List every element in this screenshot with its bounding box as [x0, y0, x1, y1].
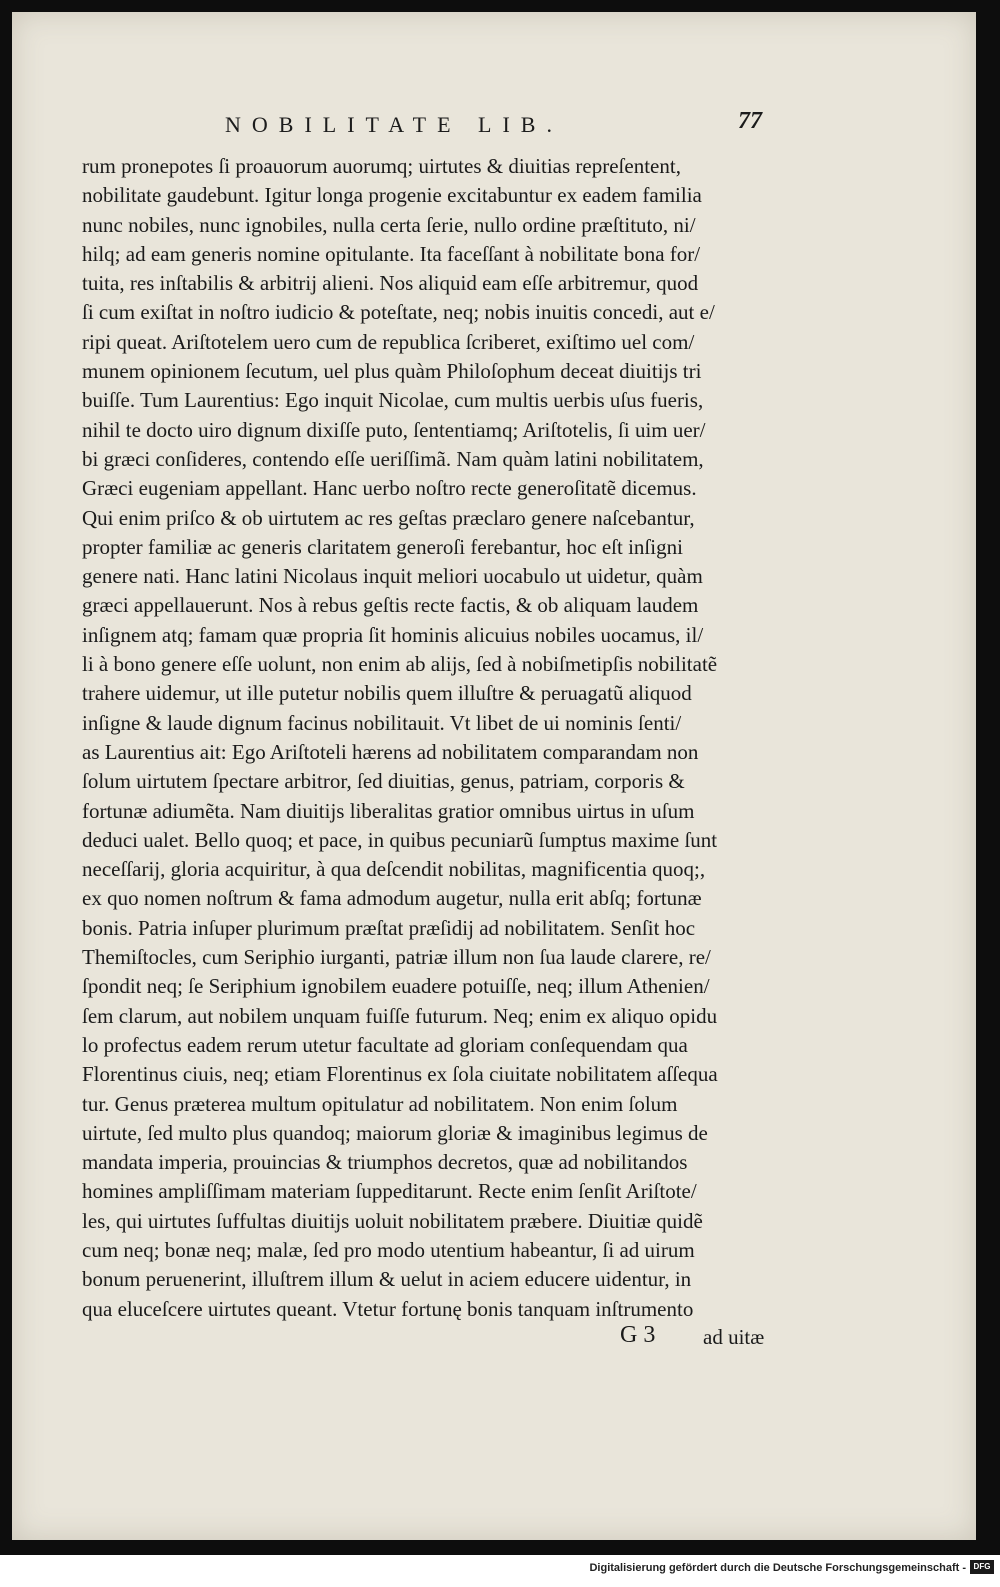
running-head: NOBILITATE LIB.: [225, 112, 563, 137]
text-line: Græci eugeniam appellant. Hanc uerbo noſtro recte generoſitatẽ dicemus.: [82, 476, 697, 501]
dfg-logo-icon: DFG: [970, 1560, 994, 1574]
text-line: bonum peruenerint, illuſtrem illum & uelut in aciem educere uidentur, in: [82, 1267, 692, 1292]
text-line: buiſſe. Tum Laurentius: Ego inquit Nicolae, cum multis uerbis uſus fueris,: [82, 388, 704, 413]
signature-mark: G 3: [620, 1322, 656, 1348]
text-line: Qui enim priſco & ob uirtutem ac res geſtas præclaro genere naſcebantur,: [82, 505, 695, 530]
text-line: cum neq; bonæ neq; malæ, ſed pro modo utentium habeantur, ſi ad uirum: [82, 1237, 695, 1262]
text-line: Themiſtocles, cum Seriphio iurganti, patriæ illum non ſua laude clarere, re/: [82, 945, 711, 970]
text-line: li à bono genere eſſe uolunt, non enim ab alijs, ſed à nobiſmetipſis nobilitatẽ: [82, 652, 718, 677]
text-line: ripi queat. Ariſtotelem uero cum de republica ſcriberet, exiſtimo uel com/: [82, 329, 695, 354]
text-line: hilq; ad eam generis nomine opitulante. Ita faceſſant à nobilitate bona for/: [82, 241, 701, 266]
text-line: nihil te docto uiro dignum dixiſſe puto, ſententiamq; Ariſtotelis, ſi uim uer/: [82, 417, 706, 442]
text-line: bonis. Patria inſuper plurimum præſtat præſidij ad nobilitatem. Senſit hoc: [82, 915, 696, 940]
text-line: neceſſarij, gloria acquiritur, à qua deſcendit nobilitas, magnificentia quoq;,: [82, 857, 706, 882]
text-line: nobilitate gaudebunt. Igitur longa progenie excitabuntur ex eadem familia: [82, 183, 702, 208]
text-line: nunc nobiles, nunc ignobiles, nulla certa ſerie, nullo ordine præſtituto, ni/: [82, 212, 696, 237]
text-line: as Laurentius ait: Ego Ariſtoteli hærens ad nobilitatem comparandam non: [82, 739, 699, 764]
text-line: qua eluceſcere uirtutes queant. Vtetur fortunę bonis tanquam inſtrumento: [82, 1296, 694, 1321]
text-line: Florentinus ciuis, neq; etiam Florentinus ex ſola ciuitate nobilitatem aſſequa: [82, 1062, 718, 1087]
text-line: fortunæ adiumẽta. Nam diuitijs liberalitas gratior omnibus uirtus in uſum: [82, 798, 695, 823]
text-line: ſem clarum, aut nobilem unquam fuiſſe futurum. Neq; enim ex aliquo opidu: [82, 1003, 718, 1028]
text-line: ex quo nomen noſtrum & fama admodum augetur, nulla erit abſq; fortunæ: [82, 886, 702, 911]
text-line: genere nati. Hanc latini Nicolaus inquit meliori uocabulo ut uidetur, quàm: [82, 564, 703, 589]
text-line: græci appellauerunt. Nos à rebus geſtis recte factis, & ob aliquam laudem: [82, 593, 699, 618]
text-line: trahere uidemur, ut ille putetur nobilis quem illuſtre & peruagatũ aliquod: [82, 681, 692, 706]
text-line: deduci ualet. Bello quoq; et pace, in quibus pecuniarũ ſumptus maxime ſunt: [82, 827, 718, 852]
text-line: uirtute, ſed multo plus quandoq; maiorum gloriæ & imaginibus legimus de: [82, 1120, 708, 1145]
catchword: ad uitæ: [703, 1325, 765, 1349]
text-line: les, qui uirtutes ſuffultas diuitijs uoluit nobilitatem præbere. Diuitiæ quidẽ: [82, 1208, 703, 1233]
text-line: tuita, res inſtabilis & arbitrij alieni. Nos aliquid eam eſſe arbitremur, quod: [82, 271, 699, 296]
text-line: inſigne & laude dignum facinus nobilitauit. Vt libet de ui nominis ſenti/: [82, 710, 682, 735]
text-line: munem opinionem ſecutum, uel plus quàm Philoſophum deceat diuitijs tri: [82, 359, 702, 384]
text-line: ſolum uirtutem ſpectare arbitror, ſed diuitias, genus, patriam, corporis &: [82, 769, 685, 794]
text-line: tur. Genus præterea multum opitulatur ad nobilitatem. Non enim ſolum: [82, 1091, 678, 1116]
body-text: [82, 152, 772, 1324]
text-line: propter familiæ ac generis claritatem generoſi ferebantur, hoc eſt inſigni: [82, 534, 683, 559]
text-line: lo profectus eadem rerum utetur facultate ad gloriam conſequendam qua: [82, 1032, 688, 1057]
text-line: rum pronepotes ſi proauorum auorumq; uirtutes & diuitias repreſentent,: [82, 154, 681, 178]
text-line: ſi cum exiſtat in noſtro iudicio & poteſtate, neq; nobis inuitis concedi, aut e/: [82, 300, 715, 325]
text-line: ſpondit neq; ſe Seriphium ignobilem euadere potuiſſe, neq; illum Athenien/: [82, 974, 710, 999]
funding-notice: Digitalisierung gefördert durch die Deutsche Forschungsgemeinschaft -: [589, 1562, 966, 1574]
footer-bar: [0, 1555, 1000, 1587]
text-line: mandata imperia, prouincias & triumphos decretos, quæ ad nobilitandos: [82, 1150, 688, 1175]
text-line: inſignem atq; famam quæ propria ſit hominis alicuius nobiles uocamus, il/: [82, 622, 704, 647]
page-number: 77: [738, 108, 762, 134]
text-line: homines ampliſſimam materiam ſuppeditarunt. Recte enim ſenſit Ariſtote/: [82, 1179, 697, 1204]
text-line: bi græci conſideres, contendo eſſe ueriſſimã. Nam quàm latini nobilitatem,: [82, 446, 704, 471]
